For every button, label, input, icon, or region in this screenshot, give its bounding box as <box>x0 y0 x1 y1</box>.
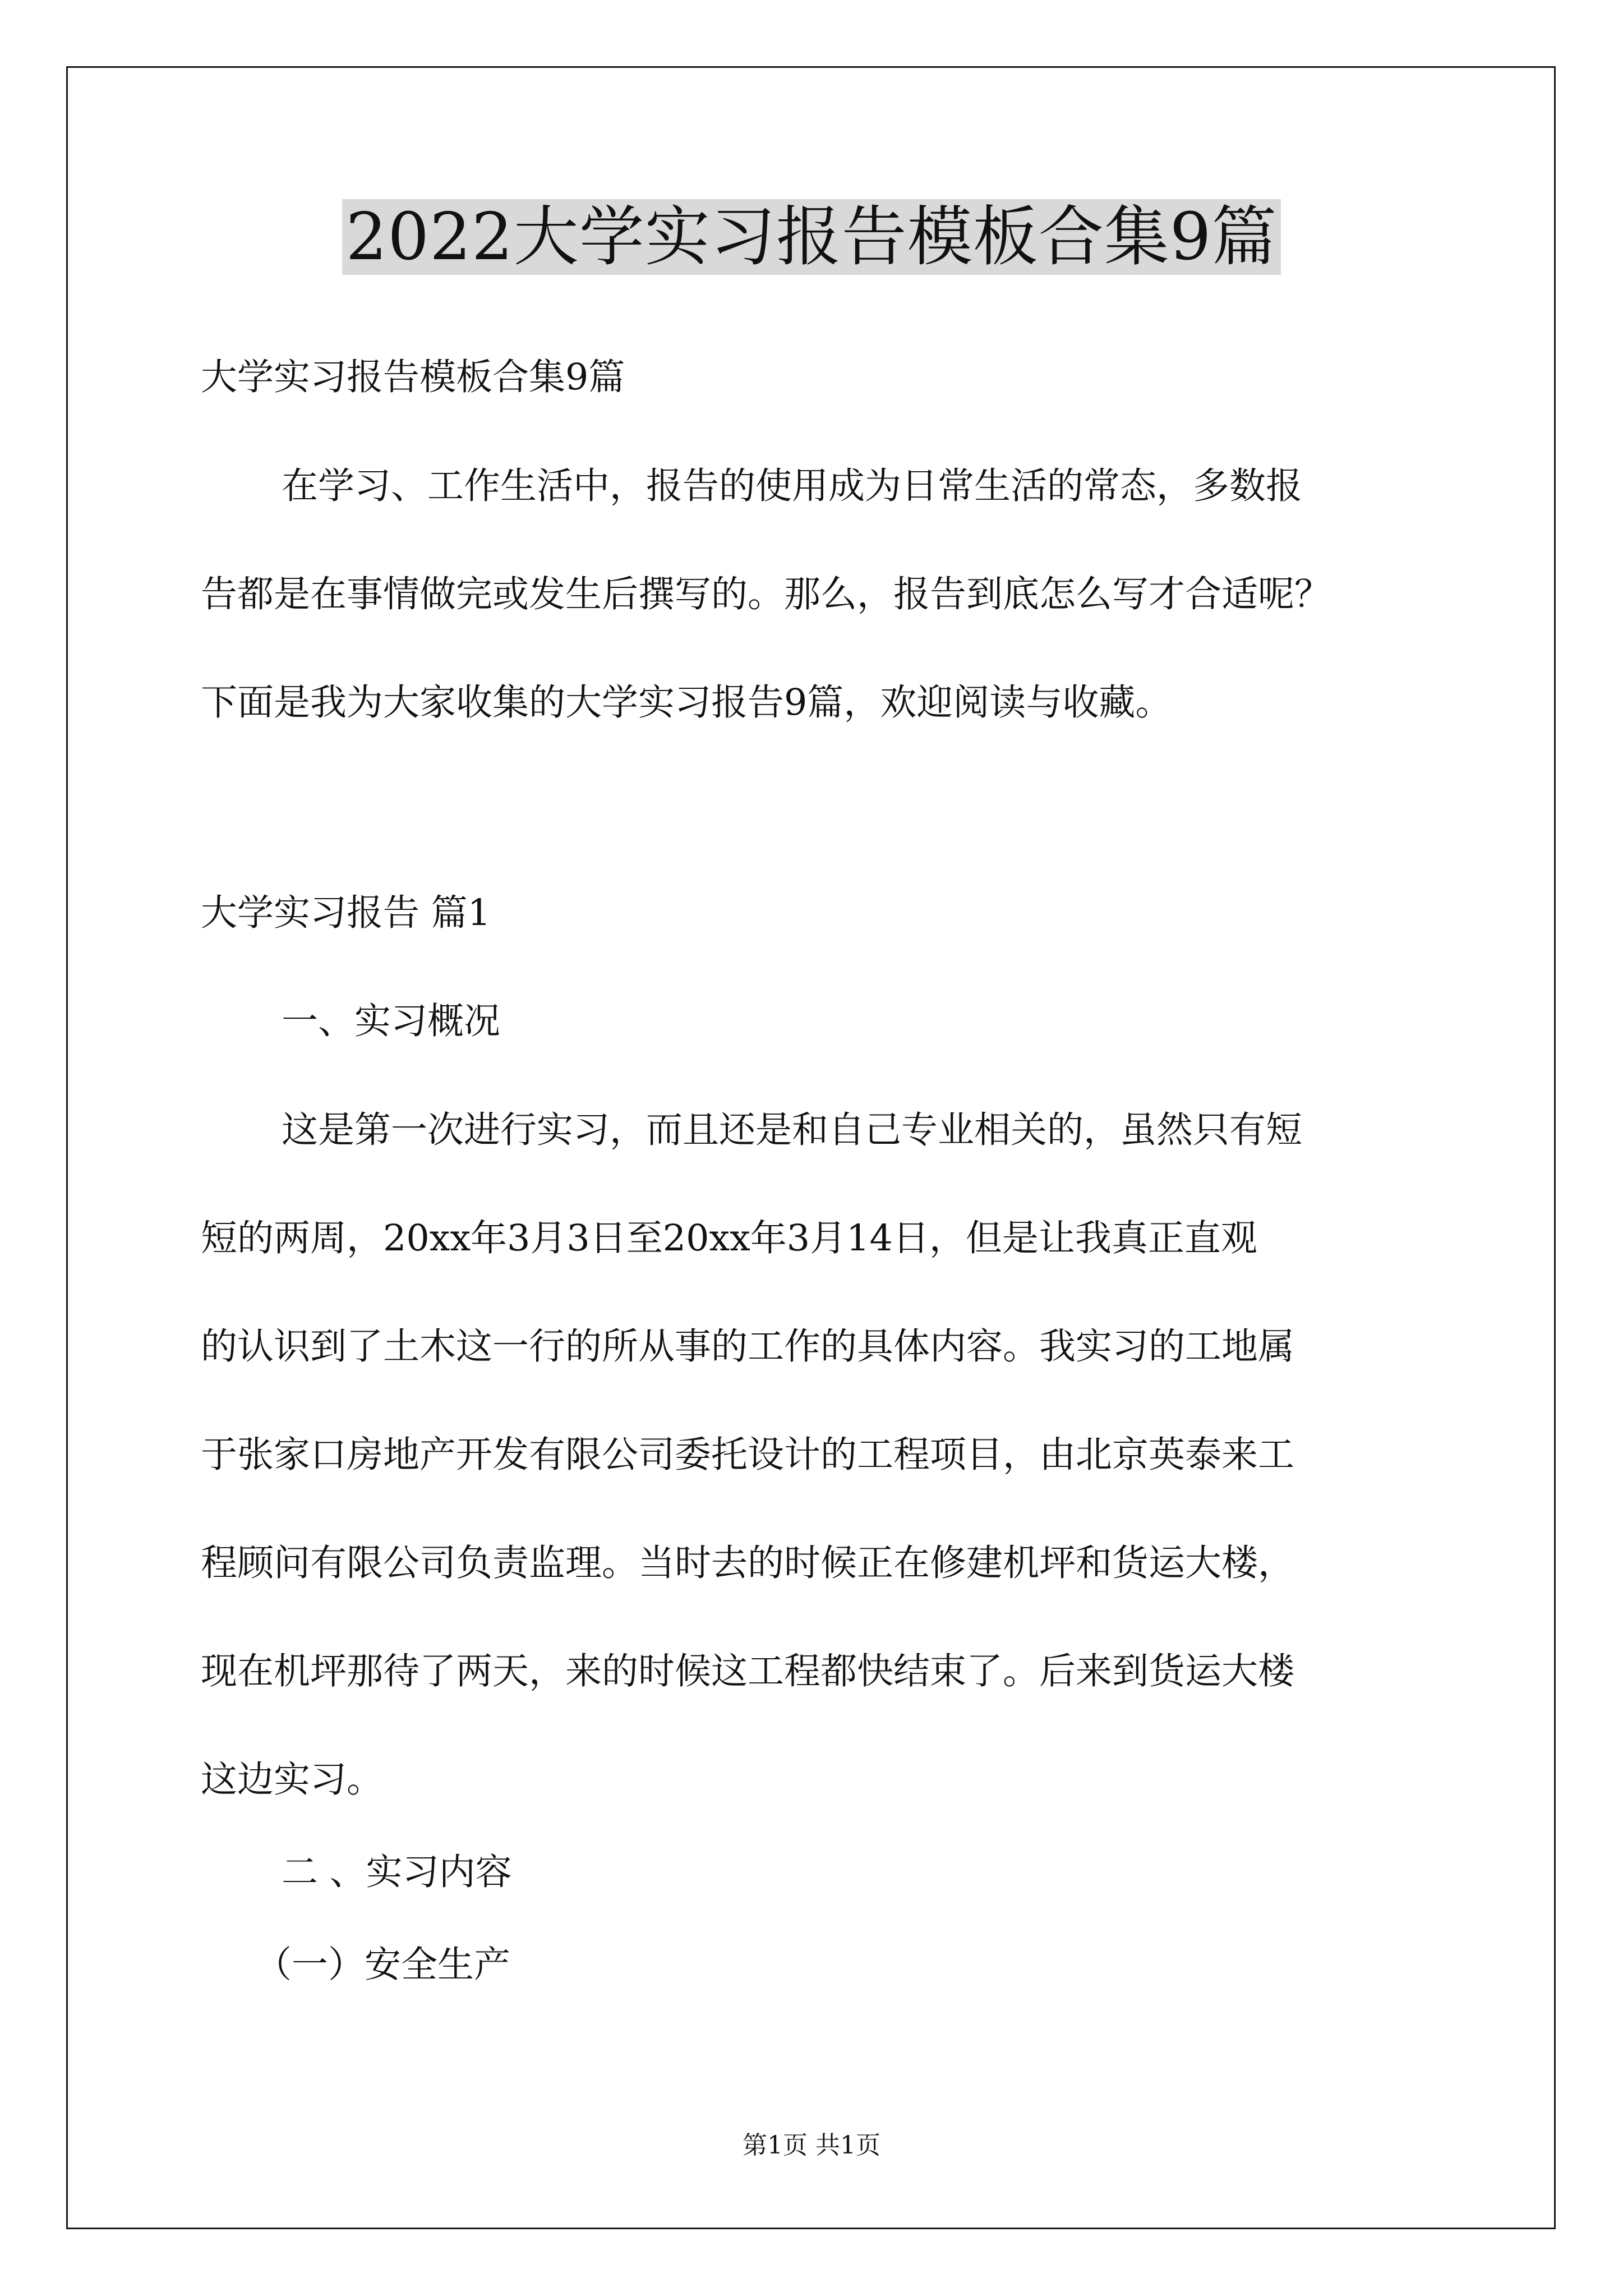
intro-line-3: 下面是我为大家收集的大学实习报告9篇，欢迎阅读与收藏。 <box>201 682 1172 724</box>
part1-line-7: 这边实习。 <box>201 1759 384 1801</box>
part1-heading: 一、实习概况 <box>282 1000 501 1042</box>
page-footer: 第1页 共1页 <box>743 2131 880 2160</box>
part1-line-5: 程顾问有限公司负责监理。当时去的时候正在修建机坪和货运大楼， <box>201 1542 1295 1584</box>
intro-line-1: 在学习、工作生活中，报告的使用成为日常生活的常态，多数报 <box>282 465 1303 507</box>
part1-line-2: 短的两周，20xx年3月3日至20xx年3月14日，但是让我真正直观 <box>201 1217 1257 1259</box>
section-heading: 大学实习报告 篇1 <box>201 892 491 934</box>
document-title <box>0 198 1623 277</box>
document-title-text: 2022大学实习报告模板合集9篇 <box>342 199 1280 275</box>
part2-sub-heading: （一）安全生产 <box>255 1944 511 1986</box>
part1-line-3: 的认识到了土木这一行的所从事的工作的具体内容。我实习的工地属 <box>201 1326 1295 1368</box>
part1-line-1: 这是第一次进行实习，而且还是和自己专业相关的，虽然只有短 <box>282 1109 1303 1151</box>
intro-line-2: 告都是在事情做完或发生后撰写的。那么，报告到底怎么写才合适呢？ <box>201 573 1331 615</box>
part1-line-6: 现在机坪那待了两天，来的时候这工程都快结束了。后来到货运大楼 <box>201 1650 1295 1692</box>
document-subtitle: 大学实习报告模板合集9篇 <box>201 356 625 398</box>
part2-heading: 二 、实习内容 <box>282 1851 512 1893</box>
part1-line-4: 于张家口房地产开发有限公司委托设计的工程项目，由北京英泰来工 <box>201 1434 1295 1476</box>
